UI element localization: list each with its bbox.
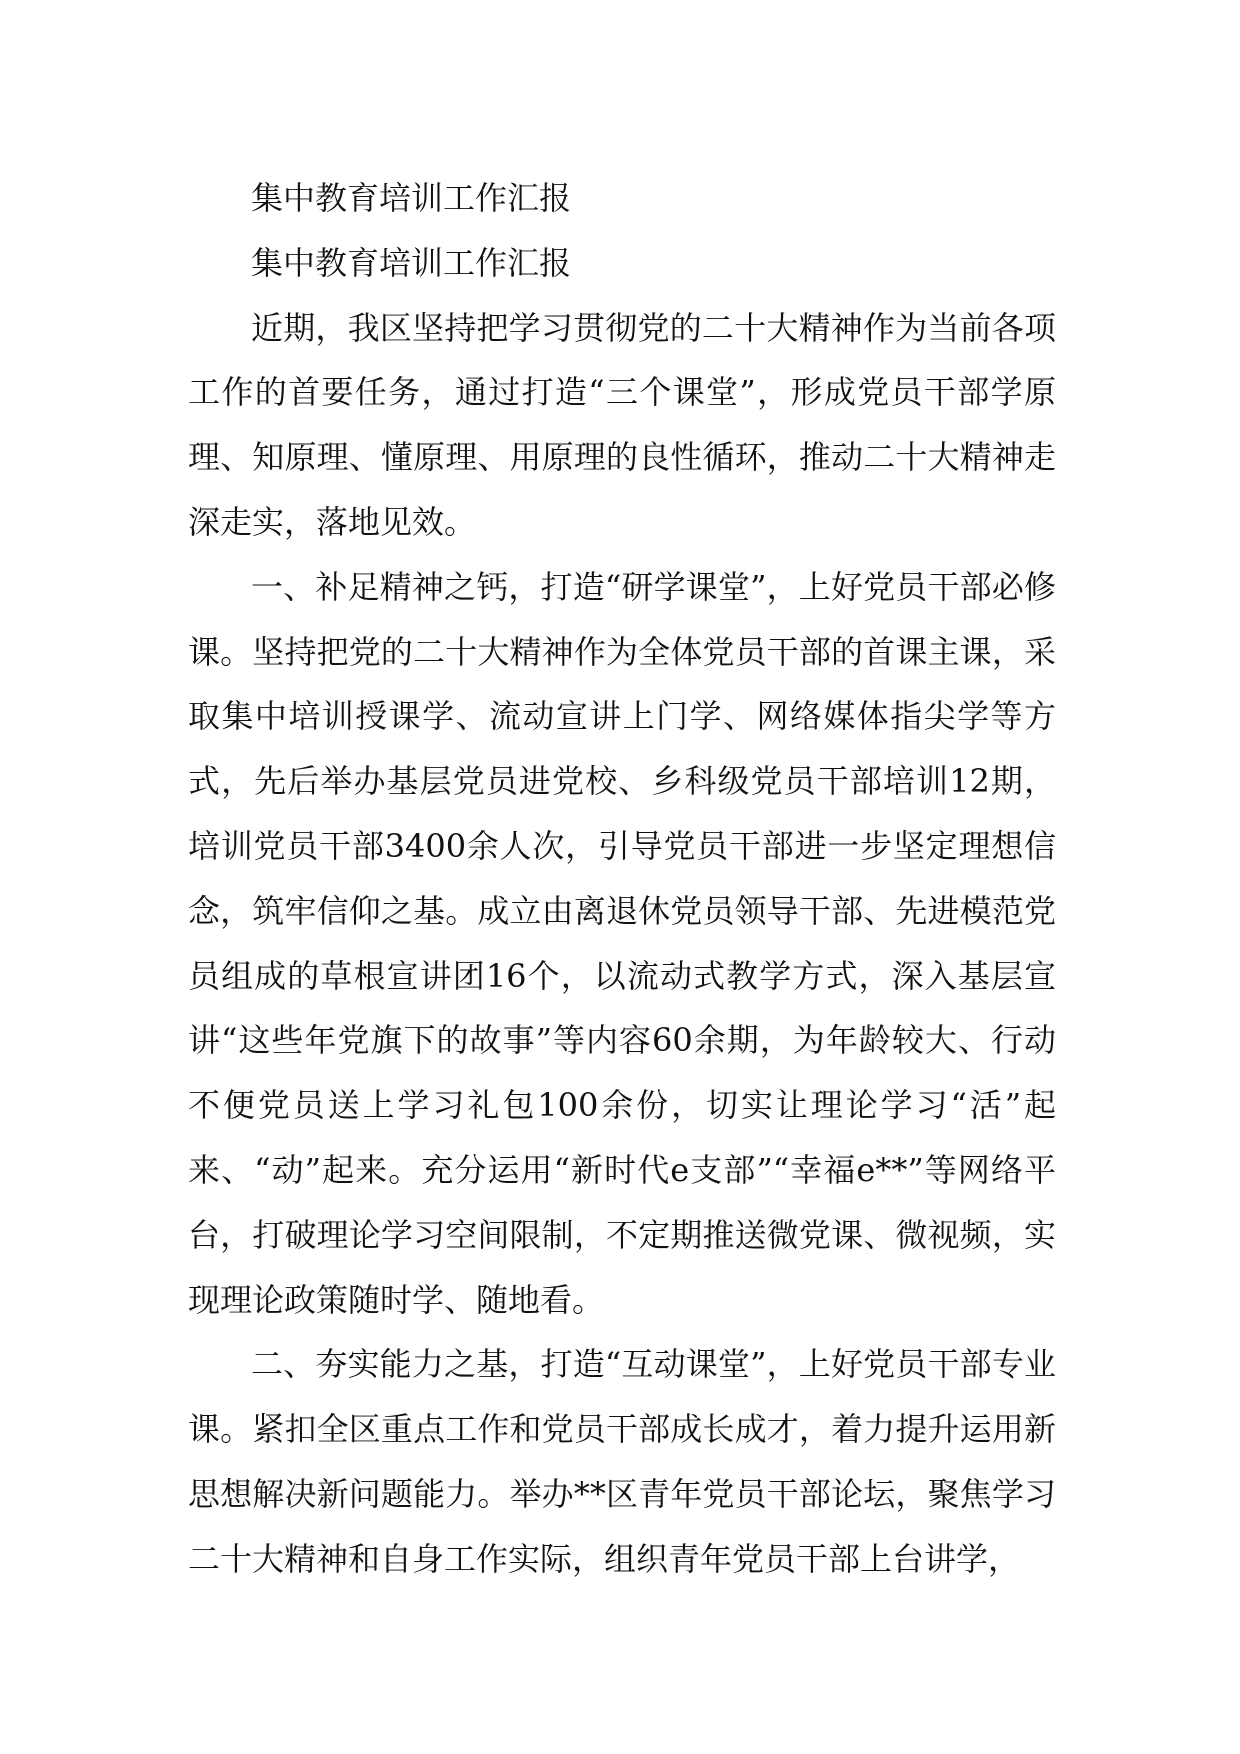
paragraph-section-two: 二、夯实能力之基，打造“互动课堂”，上好党员干部专业课。紧扣全区重点工作和党员干部成长成才，着力提升运用新思想解决新问题能力。举办**区青年党员干部论坛，聚焦学习二十大精神和自身工作实际，组织青年党员干部上台讲学， [188,1345,1056,1578]
document-body [188,166,1056,1592]
paragraph-section-one: 一、补足精神之钙，打造“研学课堂”，上好党员干部必修课。坚持把党的二十大精神作为全体党员干部的首课主课，采取集中培训授课学、流动宣讲上门学、网络媒体指尖学等方式，先后举办基层党员进党校、乡科级党员干部培训12期，培训党员干部3400余人次，引导党员干部进一步坚定理想信念，筑牢信仰之基。成立由离退休党员领导干部、先进模范党员组成的草根宣讲团16个，以流动式教学方式，深入基层宣讲“这些年党旗下的故事”等内容60余期，为年龄较大、行动不便党员送上学习礼包100余份，切实让理论学习“活”起来、“动”起来。充分运用“新时代e支部”“幸福e**”等网络平台，打破理论学习空间限制，不定期推送微党课、微视频，实现理论政策随时学、随地看。 [188,567,1056,1319]
paragraph-intro: 近期，我区坚持把学习贯彻党的二十大精神作为当前各项工作的首要任务，通过打造“三个课堂”，形成党员干部学原理、知原理、懂原理、用原理的良性循环，推动二十大精神走深走实，落地见效。 [188,308,1056,541]
document-subtitle: 集中教育培训工作汇报 [251,243,572,282]
document-title: 集中教育培训工作汇报 [251,179,572,217]
